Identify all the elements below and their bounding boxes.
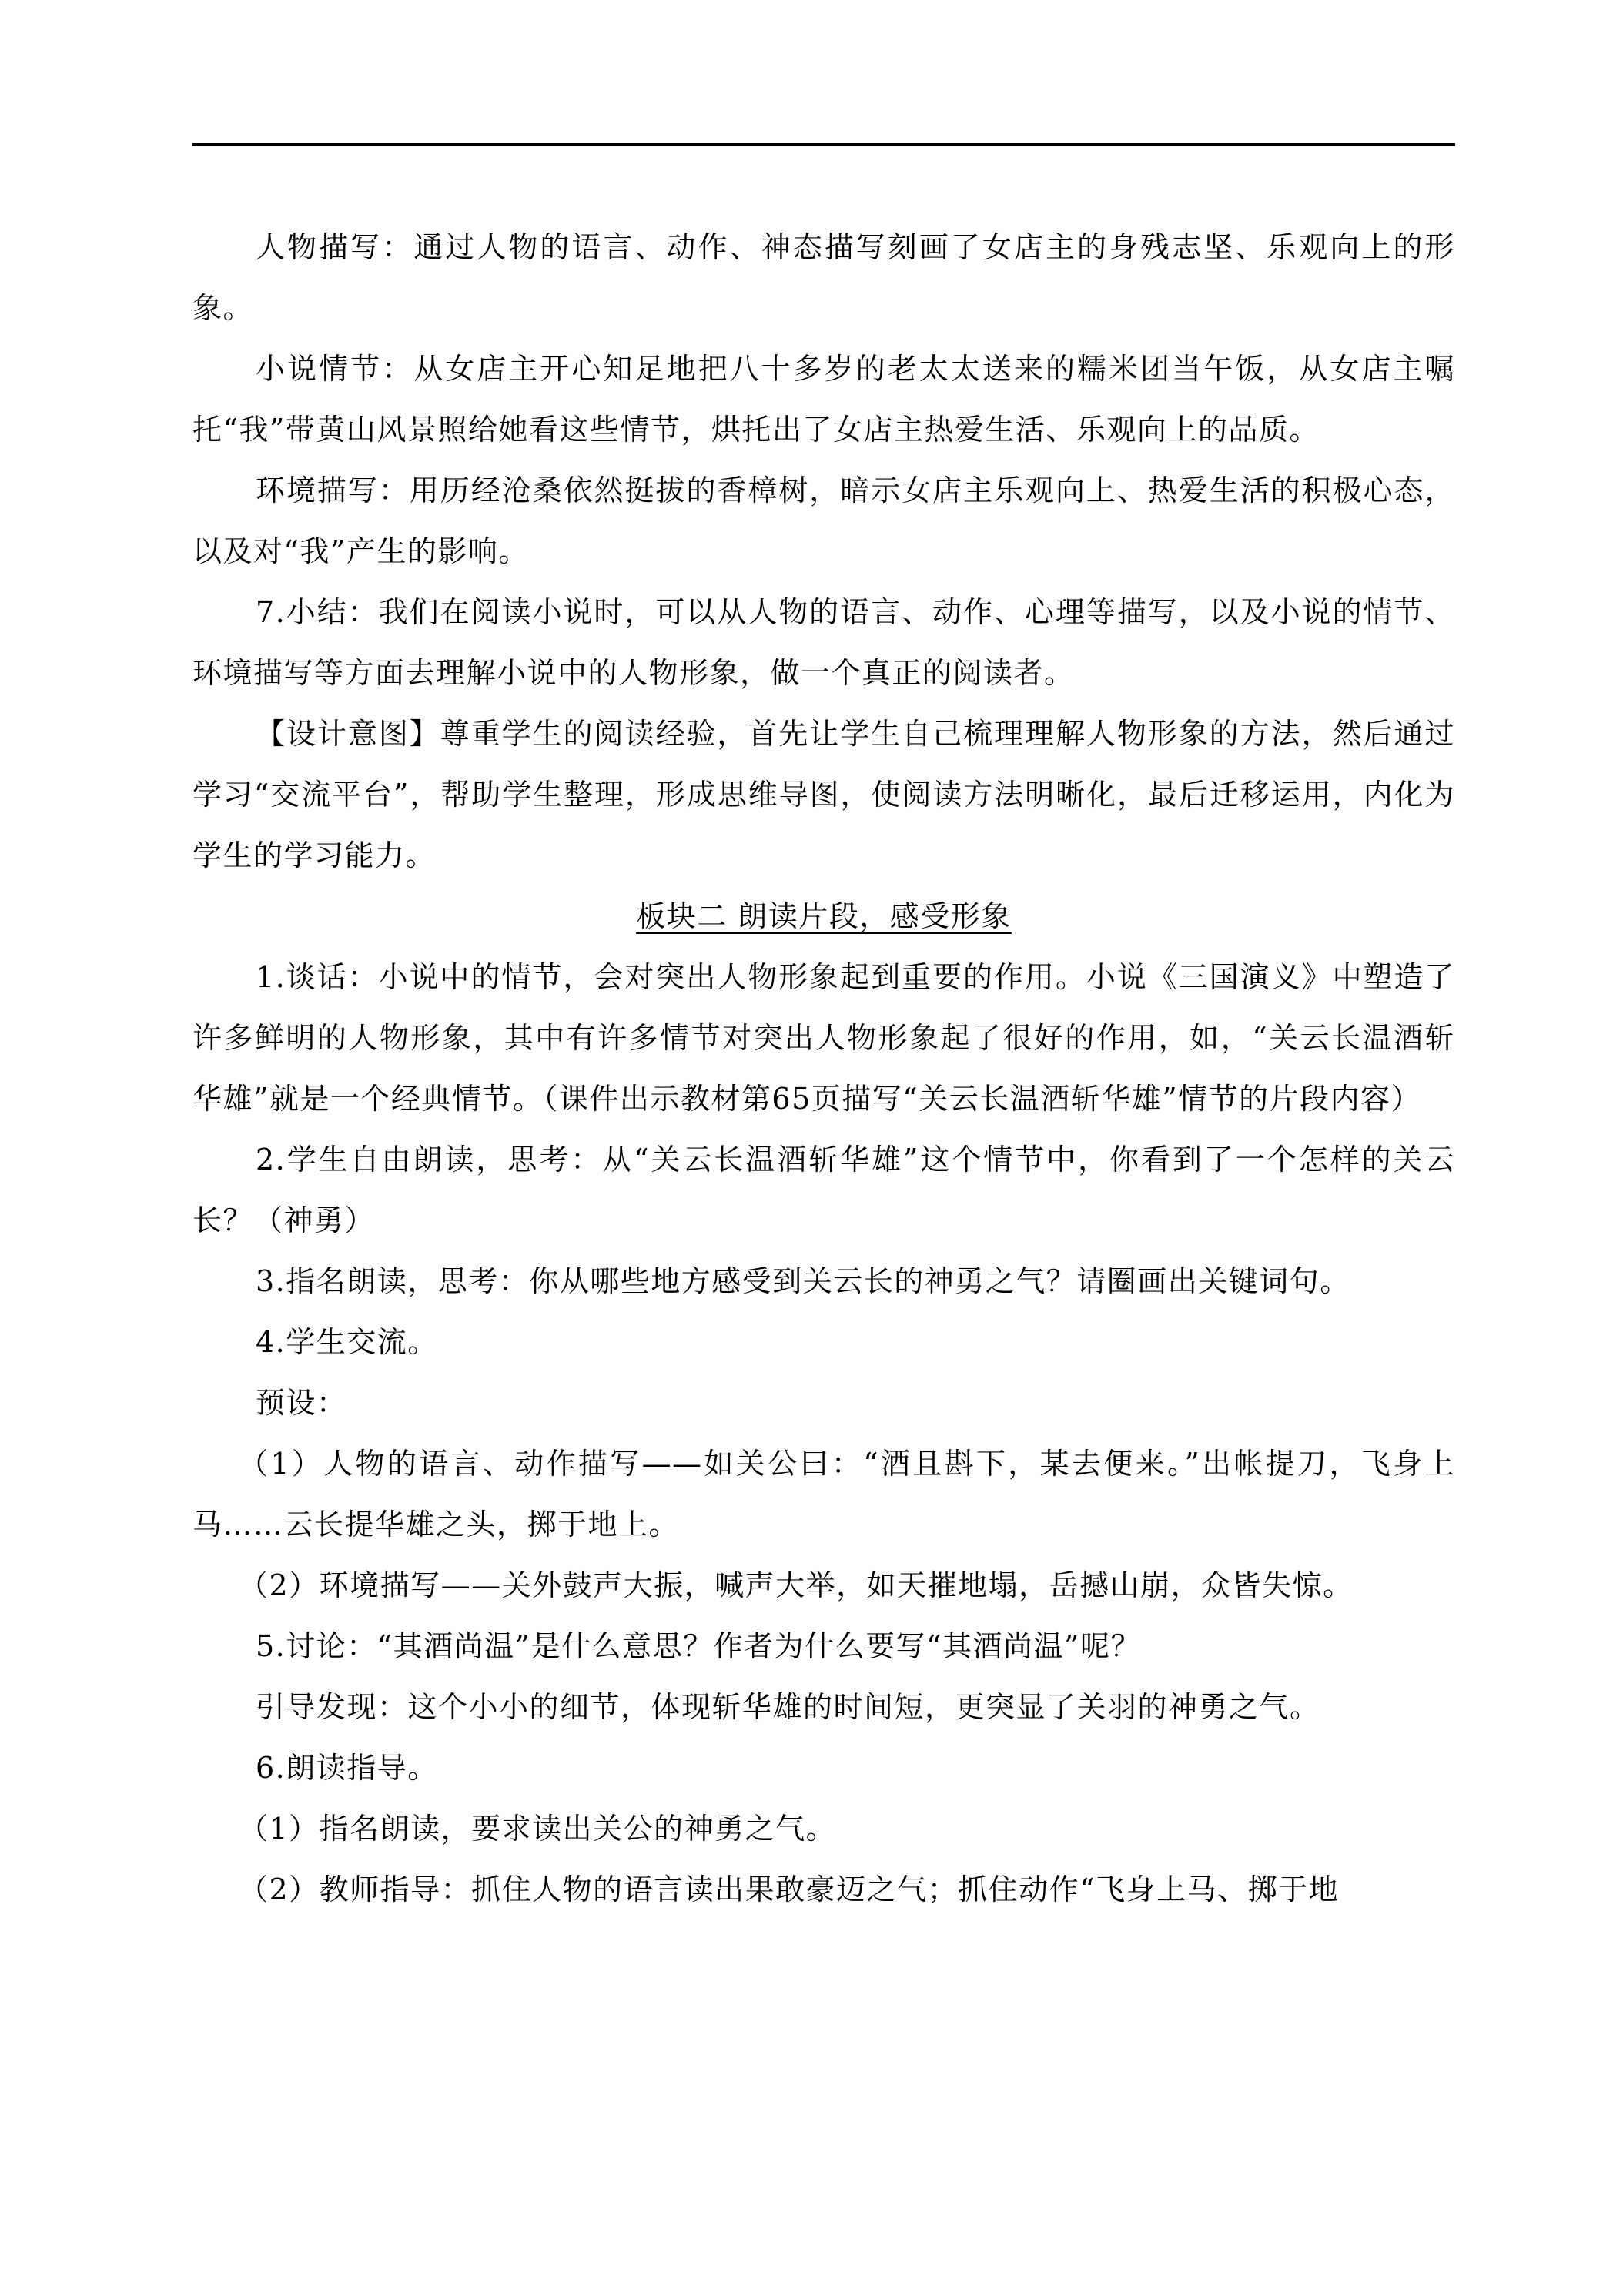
paragraph-guided-discovery: 引导发现：这个小小的细节，体现斩华雄的时间短，更突显了关羽的神勇之气。: [256, 1690, 1320, 1724]
paragraph-named-reading: 3.指名朗读，思考：你从哪些地方感受到关云长的神勇之气？请圈画出关键词句。: [256, 1264, 1350, 1298]
paragraph-preset-1: （1）人物的语言、动作描写——如关公曰：“酒且斟下，某去便来。”出帐提刀，飞身上马……云长提华雄之头，掷于地上。: [192, 1447, 1455, 1541]
paragraph-preset: 预设：: [256, 1386, 347, 1420]
paragraph-plot: 小说情节：从女店主开心知足地把八十多岁的老太太送来的糯米团当午饭，从女店主嘱托“我”带黄山风景照给她看这些情节，烘托出了女店主热爱生活、乐观向上的品质。: [192, 352, 1455, 447]
paragraph-reading-guidance: 6.朗读指导。: [256, 1751, 438, 1785]
section-title: [192, 886, 1455, 947]
paragraph-summary: 7.小结：我们在阅读小说时，可以从人物的语言、动作、心理等描写，以及小说的情节、环境描写等方面去理解小说中的人物形象，做一个真正的阅读者。: [192, 595, 1455, 690]
paragraph-guidance-1: （1）指名朗读，要求读出关公的神勇之气。: [239, 1812, 837, 1846]
document-body: [192, 217, 1455, 1920]
paragraph-character-description: 人物描写：通过人物的语言、动作、神态描写刻画了女店主的身残志坚、乐观向上的形象。: [192, 230, 1455, 325]
paragraph-guidance-2: （2）教师指导：抓住人物的语言读出果敢豪迈之气；抓住动作“飞身上马、掷于地: [239, 1873, 1340, 1906]
paragraph-design-intent: 【设计意图】尊重学生的阅读经验，首先让学生自己梳理理解人物形象的方法，然后通过学习“交流平台”，帮助学生整理，形成思维导图，使阅读方法明晰化，最后迁移运用，内化为学生的学习能力。: [192, 717, 1455, 872]
paragraph-discussion: 5.讨论：“其酒尚温”是什么意思？作者为什么要写“其酒尚温”呢？: [256, 1629, 1141, 1663]
paragraph-environment: 环境描写：用历经沧桑依然挺拔的香樟树，暗示女店主乐观向上、热爱生活的积极心态，以及对“我”产生的影响。: [192, 474, 1455, 568]
section-title-text: 板块二 朗读片段，感受形象: [636, 899, 1012, 933]
paragraph-free-reading: 2.学生自由朗读，思考：从“关云长温酒斩华雄”这个情节中，你看到了一个怎样的关云长？（神勇）: [192, 1143, 1455, 1237]
paragraph-preset-2: （2）环境描写——关外鼓声大振，喊声大举，如天摧地塌，岳撼山崩，众皆失惊。: [239, 1568, 1354, 1602]
header-rule: [192, 143, 1455, 146]
paragraph-talk: 1.谈话：小说中的情节，会对突出人物形象起到重要的作用。小说《三国演义》中塑造了许多鲜明的人物形象，其中有许多情节对突出人物形象起了很好的作用，如，“关云长温酒斩华雄”就是一个经典情节。（课件出示教材第65页描写“关云长温酒斩华雄”情节的片段内容）: [192, 960, 1455, 1116]
paragraph-student-exchange: 4.学生交流。: [256, 1325, 438, 1359]
